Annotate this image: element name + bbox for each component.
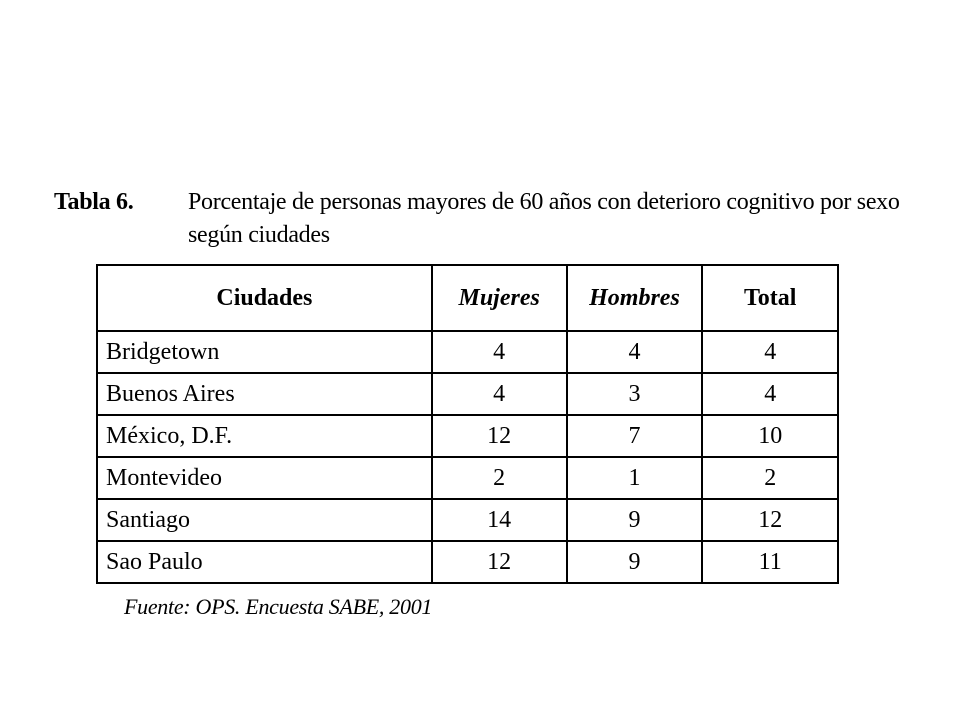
cell-mujeres: 12	[432, 415, 567, 457]
source-note: Fuente: OPS. Encuesta SABE, 2001	[124, 594, 433, 619]
cell-mujeres: 2	[432, 457, 567, 499]
cell-hombres: 1	[567, 457, 703, 499]
header-ciudades: Ciudades	[97, 265, 432, 331]
cell-city: México, D.F.	[97, 415, 432, 457]
cell-city: Sao Paulo	[97, 541, 432, 583]
table-row	[97, 415, 838, 457]
data-table	[96, 264, 839, 584]
cell-hombres: 3	[567, 373, 703, 415]
table-header-row	[97, 265, 838, 331]
header-hombres: Hombres	[567, 265, 703, 331]
table-label: Tabla 6.	[54, 189, 134, 215]
cell-hombres: 9	[567, 541, 703, 583]
table-row	[97, 499, 838, 541]
table-title: Porcentaje de personas mayores de 60 años con deterioro cognitivo por sexo según ciudades	[188, 189, 900, 248]
table-row	[97, 331, 838, 373]
cell-hombres: 9	[567, 499, 703, 541]
cell-city: Buenos Aires	[97, 373, 432, 415]
cell-total: 2	[702, 457, 838, 499]
cell-total: 10	[702, 415, 838, 457]
cell-hombres: 4	[567, 331, 703, 373]
cell-total: 12	[702, 499, 838, 541]
table-body	[97, 331, 838, 583]
cell-hombres: 7	[567, 415, 703, 457]
header-mujeres: Mujeres	[432, 265, 567, 331]
cell-mujeres: 4	[432, 331, 567, 373]
table-row	[97, 541, 838, 583]
table-row	[97, 457, 838, 499]
cell-city: Montevideo	[97, 457, 432, 499]
cell-mujeres: 14	[432, 499, 567, 541]
cell-total: 4	[702, 373, 838, 415]
cell-city: Santiago	[97, 499, 432, 541]
cell-city: Bridgetown	[97, 331, 432, 373]
cell-mujeres: 12	[432, 541, 567, 583]
table-row	[97, 373, 838, 415]
cell-total: 4	[702, 331, 838, 373]
cell-total: 11	[702, 541, 838, 583]
header-total: Total	[702, 265, 838, 331]
table-caption	[54, 186, 914, 252]
cell-mujeres: 4	[432, 373, 567, 415]
